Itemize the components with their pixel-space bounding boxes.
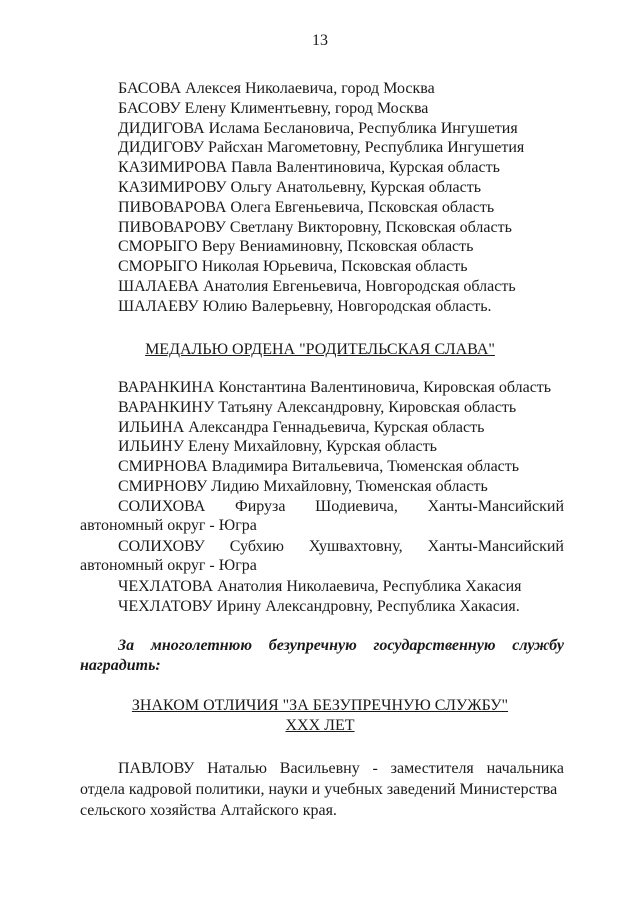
heading-line: ЗНАКОМ ОТЛИЧИЯ "ЗА БЕЗУПРЕЧНУЮ СЛУЖБУ"	[131, 697, 509, 714]
list-item: БАСОВУ Елену Климентьевну, город Москва	[118, 99, 429, 117]
word: ПАВЛОВУ	[118, 760, 195, 777]
word: Фируза	[235, 498, 286, 515]
heading-line: XXX ЛЕТ	[285, 717, 355, 734]
word: начальника	[486, 760, 564, 777]
continuation-line: автономный округ - Югра	[80, 557, 257, 574]
word: -	[372, 760, 378, 777]
word: многолетнюю	[150, 637, 253, 654]
list-item: БАСОВА Алексея Николаевича, город Москва	[118, 80, 435, 97]
list-item: ЧЕХЛАТОВА Анатолия Николаевича, Республика Хакасия	[118, 578, 522, 595]
list-item: ИЛЬИНУ Елену Михайловну, Курская область	[118, 438, 437, 456]
list-item: СМИРНОВА Владимира Витальевича, Тюменская область	[118, 458, 520, 476]
list-item-justified	[80, 497, 564, 535]
section-heading-medal: МЕДАЛЬЮ ОРДЕНА "РОДИТЕЛЬСКАЯ СЛАВА"	[145, 341, 495, 358]
award-decree-title	[80, 636, 564, 676]
award-list-b	[118, 378, 578, 497]
word: Ханты-Мансийский	[427, 498, 564, 515]
paragraph-line: сельского хозяйства Алтайского края.	[80, 802, 337, 819]
page-number: 13	[312, 32, 328, 49]
list-item-justified	[80, 537, 564, 575]
word: Хушвахтовну,	[308, 538, 403, 555]
word: заместителя	[390, 760, 474, 777]
word: государственную	[373, 637, 496, 654]
word: За	[118, 637, 135, 654]
word: Шодиевича,	[315, 498, 398, 515]
word: СОЛИХОВУ	[118, 538, 205, 555]
continuation-line: наградить:	[80, 657, 161, 674]
list-item: ДИДИГОВУ Райсхан Магометовну, Республика Ингушетия	[118, 139, 525, 157]
justified-line	[80, 537, 564, 557]
list-item: КАЗИМИРОВУ Ольгу Анатольевну, Курская область	[118, 178, 481, 196]
list-item: ПИВОВАРОВА Олега Евгеньевича, Псковская область	[118, 198, 495, 216]
continuation-line: автономный округ - Югра	[80, 517, 257, 534]
list-item: ШАЛАЕВА Анатолия Евгеньевича, Новгородская область	[118, 277, 516, 295]
word: Васильевну	[279, 760, 360, 777]
list-item: ЧЕХЛАТОВУ Ирину Александровну, Республика Хакасия.	[118, 598, 520, 615]
award-list-c	[118, 577, 522, 617]
list-item: СМОРЫГО Николая Юрьевича, Псковская область	[118, 258, 468, 276]
word: Наталью	[207, 760, 267, 777]
list-item: ПИВОВАРОВУ Светлану Викторовну, Псковская область	[118, 218, 512, 236]
list-item: СМИРНОВУ Лидию Михайловну, Тюменская область	[118, 477, 488, 495]
word: безупречную	[268, 637, 357, 654]
list-item: ШАЛАЕВУ Юлию Валерьевну, Новгородская область.	[118, 297, 492, 315]
list-item: ДИДИГОВА Ислама Беслановича, Республика Ингушетия	[118, 119, 518, 137]
word: Субхию	[229, 538, 284, 555]
justified-line	[80, 636, 564, 656]
section-heading-znak	[0, 696, 640, 736]
award-entry-paragraph	[80, 758, 564, 821]
list-item: ИЛЬИНА Александра Геннадьевича, Курская область	[118, 418, 485, 436]
word: Ханты-Мансийский	[427, 538, 564, 555]
word: СОЛИХОВА	[118, 498, 206, 515]
paragraph-line: отдела кадровой политики, науки и учебных заведений Министерства	[80, 781, 558, 798]
justified-line	[80, 758, 564, 779]
award-list-a	[118, 79, 578, 317]
list-item: СМОРЫГО Веру Вениаминовну, Псковская область	[118, 238, 474, 256]
justified-line	[80, 497, 564, 517]
list-item: КАЗИМИРОВА Павла Валентиновича, Курская область	[118, 159, 500, 177]
list-item: ВАРАНКИНА Константина Валентиновича, Кировская область	[118, 379, 552, 396]
word: службу	[512, 637, 564, 654]
list-item: ВАРАНКИНУ Татьяну Александровну, Кировская область	[118, 398, 517, 416]
